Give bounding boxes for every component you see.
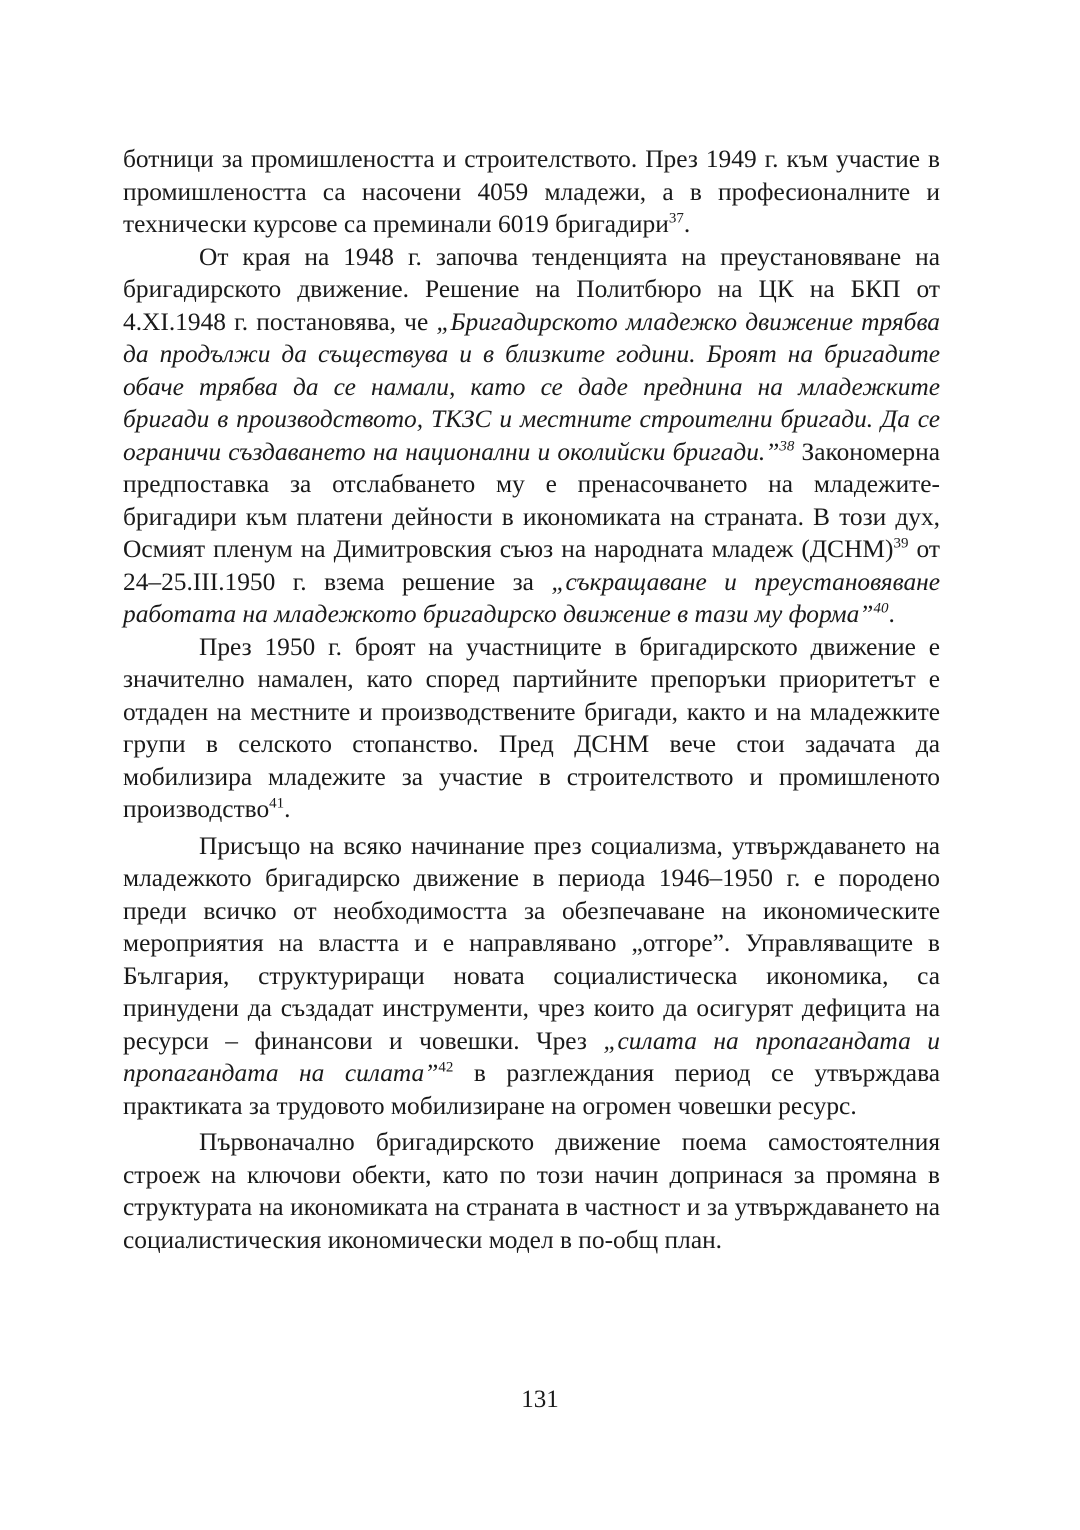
paragraph-4 bbox=[123, 830, 940, 1123]
paragraph-2 bbox=[123, 241, 940, 631]
footnote-ref-38-number: 38 bbox=[779, 438, 795, 455]
text-run: в разглеждания период се утвърждава практиката за трудовото мобилизиране на огромен човешки ресурс. bbox=[123, 1059, 940, 1120]
quote-politburo-decision: „Бригадирското младежко движение трябва да продължи да съществува и в близките години. Броят на бригадите обаче трябва да се намали, като се даде преднина на младежките бригади в производството, ТКЗС и местните строителни бригади. Да се ограничи създаването на национални и околийски бригади.” bbox=[123, 307, 940, 466]
quote-propaganda: „силата на пропагандата и пропагандата на силата” bbox=[123, 1026, 940, 1087]
text-run: . bbox=[888, 600, 895, 628]
footnote-ref-40-number: 40 bbox=[873, 600, 889, 617]
text-run: През 1950 г. броят на участниците в бригадирското движение е значително намален, като според партийните препоръки приоритетът е отдаден на местните и производствените бригади, както и на младежките групи в селското стопанство. Пред ДСНМ вече стои задачата да мобилизира младежите за участие в строителството и промишленото производство bbox=[123, 632, 940, 823]
text-run: Първоначално бригадирското движение поема самостоятелния строеж на ключови обекти, като по този начин допринася за промяна в структурата на икономиката на страната в частност и за утвърждаването на социалистическия икономически модел в по-общ план. bbox=[123, 1128, 940, 1254]
footnote-ref-42: 42 bbox=[438, 1059, 454, 1076]
footnote-ref-39: 39 bbox=[893, 535, 909, 552]
text-run: . bbox=[683, 210, 691, 238]
footnote-ref-38 bbox=[779, 438, 794, 454]
footnote-ref-41: 41 bbox=[269, 795, 285, 812]
quote-plenum-decision: „съкращаване и преустановяване работата на младежкото бригадирско движение в тази му форма” bbox=[123, 567, 941, 628]
text-run: ботници за промишлеността и строителството. През 1949 г. към участие в промишлеността са насочени 4059 младежи, а в професионалните и технически курсове са преминали 6019 бригадири bbox=[123, 145, 940, 238]
page-number: 131 bbox=[521, 1386, 559, 1413]
paragraph-1 bbox=[123, 143, 940, 241]
text-run: от 24–25.III.1950 г. взема решение за bbox=[123, 535, 940, 596]
text-run: Закономерна предпоставка за отслабването му е пренасочването на младежите-бригадири към платени дейности в икономиката на страната. В този дух, Осмият пленум на Димитровския съюз на народната младеж (ДСНМ) bbox=[123, 437, 940, 563]
text-run: От края на 1948 г. започва тенденцията на преустановяване на бригадирското движение. Решение на Политбюро на ЦК на БКП от 4.XI.1948 г. постановява, че bbox=[123, 242, 940, 336]
text-run: . bbox=[284, 795, 291, 823]
paragraph-3 bbox=[123, 631, 940, 826]
footnote-ref-37: 37 bbox=[668, 210, 684, 227]
text-run: Присъщо на всяко начинание през социализма, утвърждаването на младежкото бригадирско движение в периода 1946–1950 г. е породено преди всичко от необходимостта за обезпечаване на икономическите мероприятия на властта и е направлявано „отгоре”. Управляващите в България, структуриращи новата социалистическа икономика, са принудени да създадат инструменти, чрез които да осигурят дефицита на ресурси – финансови и човешки. Чрез bbox=[123, 831, 940, 1055]
body-text bbox=[123, 143, 940, 1256]
paragraph-5 bbox=[123, 1126, 940, 1256]
footnote-ref-40 bbox=[873, 601, 888, 617]
